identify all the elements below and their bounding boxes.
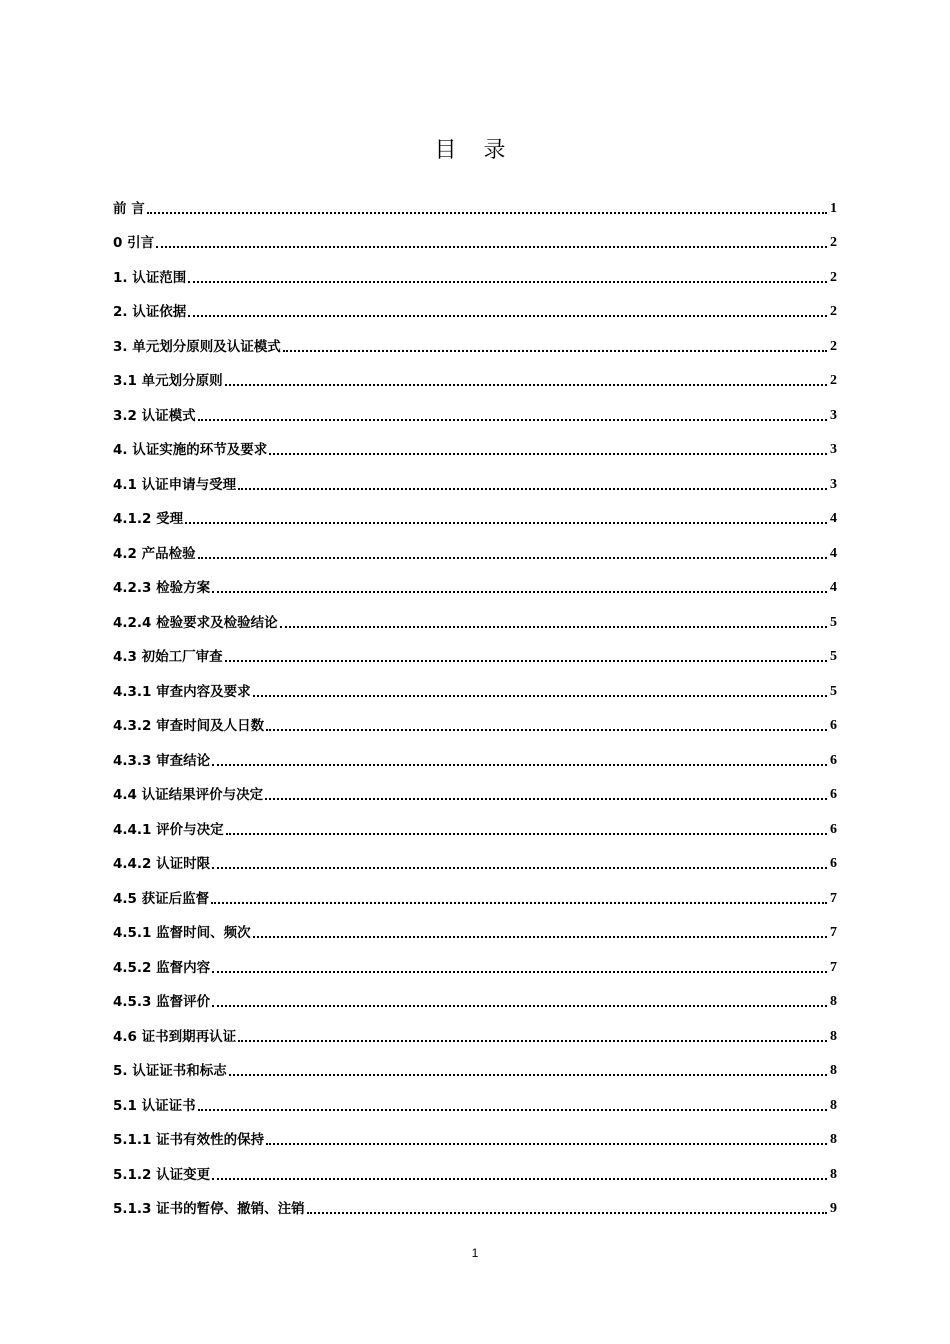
toc-entry-label: 5.1.3 证书的暂停、撤销、注销 bbox=[113, 1201, 305, 1217]
toc-dot-leader bbox=[198, 557, 827, 559]
toc-dot-leader bbox=[226, 833, 827, 835]
toc-entry[interactable] bbox=[113, 807, 837, 842]
toc-entry[interactable] bbox=[113, 566, 837, 601]
toc-entry-page: 8 bbox=[830, 1063, 837, 1078]
toc-entry[interactable] bbox=[113, 186, 837, 221]
toc-entry-label: 4.3.2 审查时间及人日数 bbox=[113, 718, 265, 734]
toc-entry-label: 4.2 产品检验 bbox=[113, 545, 196, 562]
toc-entry-page: 2 bbox=[830, 235, 837, 250]
toc-entry[interactable] bbox=[113, 255, 837, 290]
toc-entry-label: 4.4.1 评价与决定 bbox=[113, 821, 224, 838]
toc-dot-leader bbox=[212, 971, 827, 973]
toc-entry[interactable] bbox=[113, 773, 837, 808]
toc-dot-leader bbox=[280, 626, 827, 628]
toc-dot-leader bbox=[229, 1074, 827, 1076]
toc-entry[interactable] bbox=[113, 1083, 837, 1118]
toc-dot-leader bbox=[147, 212, 827, 214]
toc-entry-page: 2 bbox=[830, 304, 837, 319]
toc-entry-page: 7 bbox=[830, 925, 837, 940]
toc-dot-leader bbox=[238, 488, 827, 490]
toc-entry[interactable] bbox=[113, 704, 837, 739]
toc-entry[interactable] bbox=[113, 980, 837, 1015]
toc-dot-leader bbox=[188, 315, 827, 317]
toc-entry-label: 4.3.1 审查内容及要求 bbox=[113, 683, 251, 700]
toc-entry[interactable] bbox=[113, 1049, 837, 1084]
toc-entry-page: 6 bbox=[830, 821, 837, 837]
toc-entry[interactable] bbox=[113, 1187, 837, 1222]
toc-dot-leader bbox=[185, 522, 827, 524]
toc-entry-page: 5 bbox=[830, 614, 837, 630]
toc-entry[interactable] bbox=[113, 462, 837, 497]
toc-entry-page: 8 bbox=[830, 1132, 837, 1147]
toc-entry[interactable] bbox=[113, 876, 837, 911]
toc-entry-page: 8 bbox=[830, 994, 837, 1009]
toc-entry-label: 4.1.2 受理 bbox=[113, 511, 184, 527]
toc-entry-page: 5 bbox=[830, 649, 837, 664]
toc-entry[interactable] bbox=[113, 393, 837, 428]
toc-dot-leader bbox=[212, 764, 827, 766]
toc-entry-page: 4 bbox=[830, 511, 837, 526]
toc-dot-leader bbox=[212, 1178, 827, 1180]
toc-dot-leader bbox=[198, 419, 827, 421]
toc-dot-leader bbox=[266, 729, 827, 731]
toc-entry[interactable] bbox=[113, 635, 837, 670]
toc-dot-leader bbox=[283, 350, 827, 352]
toc-entry-label: 4. 认证实施的环节及要求 bbox=[113, 442, 268, 458]
toc-entry[interactable] bbox=[113, 221, 837, 256]
toc-entry-label: 5.1.1 证书有效性的保持 bbox=[113, 1132, 265, 1148]
toc-entry-label: 0 引言 bbox=[113, 235, 155, 251]
toc-dot-leader bbox=[238, 1040, 827, 1042]
toc-entry-label: 4.1 认证申请与受理 bbox=[113, 476, 237, 493]
toc-entry-label: 5. 认证证书和标志 bbox=[113, 1063, 227, 1079]
toc-entry-page: 2 bbox=[830, 269, 837, 285]
toc-entry-label: 5.1 认证证书 bbox=[113, 1097, 196, 1114]
toc-entry-label: 4.6 证书到期再认证 bbox=[113, 1028, 237, 1045]
toc-entry-page: 4 bbox=[830, 580, 837, 595]
toc-entry-label: 4.4 认证结果评价与决定 bbox=[113, 787, 264, 803]
toc-dot-leader bbox=[212, 1005, 827, 1007]
toc-dot-leader bbox=[266, 1143, 827, 1145]
toc-entry-page: 6 bbox=[830, 856, 837, 871]
toc-title: 目 录 bbox=[434, 138, 516, 163]
toc-entry[interactable] bbox=[113, 531, 837, 566]
toc-entry-label: 4.5.3 监督评价 bbox=[113, 994, 211, 1010]
toc-entry-page: 2 bbox=[830, 373, 837, 388]
toc-dot-leader bbox=[269, 453, 827, 455]
toc-entry-page: 1 bbox=[830, 200, 837, 216]
toc-entry-label: 3.2 认证模式 bbox=[113, 407, 196, 424]
toc-entry-page: 3 bbox=[830, 442, 837, 457]
toc-entry-page: 3 bbox=[830, 407, 837, 423]
toc-entry[interactable] bbox=[113, 497, 837, 532]
toc-entry-label: 4.2.4 检验要求及检验结论 bbox=[113, 614, 278, 631]
toc-dot-leader bbox=[253, 695, 827, 697]
toc-entry-label: 4.3.3 审查结论 bbox=[113, 752, 211, 769]
toc-entry[interactable] bbox=[113, 911, 837, 946]
toc-dot-leader bbox=[253, 936, 827, 938]
toc-entry-page: 2 bbox=[830, 338, 837, 354]
toc-entry-page: 8 bbox=[830, 1166, 837, 1182]
toc-dot-leader bbox=[188, 281, 827, 283]
toc-entry-label: 前 言 bbox=[113, 200, 145, 217]
toc-entry[interactable] bbox=[113, 945, 837, 980]
toc-entry-page: 6 bbox=[830, 787, 837, 802]
toc-entry-page: 8 bbox=[830, 1028, 837, 1044]
toc-entry-page: 8 bbox=[830, 1097, 837, 1113]
toc-entry[interactable] bbox=[113, 1014, 837, 1049]
toc-entry-page: 5 bbox=[830, 683, 837, 699]
toc-entry[interactable] bbox=[113, 842, 837, 877]
toc-dot-leader bbox=[212, 591, 827, 593]
page-number: 1 bbox=[471, 1246, 479, 1260]
toc-entry-label: 4.5.2 监督内容 bbox=[113, 959, 211, 976]
toc-entry[interactable] bbox=[113, 1118, 837, 1153]
toc-entry-label: 3.1 单元划分原则 bbox=[113, 373, 223, 389]
toc-entry[interactable] bbox=[113, 600, 837, 635]
toc-entry-page: 6 bbox=[830, 752, 837, 768]
toc-entry-label: 4.2.3 检验方案 bbox=[113, 580, 211, 596]
toc-entry[interactable] bbox=[113, 324, 837, 359]
toc-entry-page: 7 bbox=[830, 890, 837, 906]
toc-entry[interactable] bbox=[113, 359, 837, 394]
toc-entry-page: 7 bbox=[830, 959, 837, 975]
toc-entry-page: 9 bbox=[830, 1201, 837, 1216]
toc-entry-label: 5.1.2 认证变更 bbox=[113, 1166, 211, 1183]
table-of-contents bbox=[113, 186, 837, 1221]
toc-dot-leader bbox=[211, 902, 827, 904]
toc-dot-leader bbox=[225, 384, 827, 386]
toc-entry-label: 4.4.2 认证时限 bbox=[113, 856, 211, 872]
toc-entry[interactable] bbox=[113, 738, 837, 773]
toc-dot-leader bbox=[156, 246, 827, 248]
toc-entry[interactable] bbox=[113, 1152, 837, 1187]
toc-entry[interactable] bbox=[113, 428, 837, 463]
toc-entry-label: 2. 认证依据 bbox=[113, 304, 187, 320]
toc-entry-label: 4.3 初始工厂审查 bbox=[113, 649, 223, 665]
toc-dot-leader bbox=[212, 867, 827, 869]
toc-entry-page: 4 bbox=[830, 545, 837, 561]
toc-entry-page: 6 bbox=[830, 718, 837, 733]
toc-entry-label: 4.5.1 监督时间、频次 bbox=[113, 925, 251, 941]
toc-entry[interactable] bbox=[113, 669, 837, 704]
toc-entry-label: 1. 认证范围 bbox=[113, 269, 187, 286]
toc-entry[interactable] bbox=[113, 290, 837, 325]
toc-dot-leader bbox=[265, 798, 827, 800]
toc-dot-leader bbox=[198, 1109, 827, 1111]
toc-entry-page: 3 bbox=[830, 476, 837, 492]
toc-dot-leader bbox=[307, 1212, 827, 1214]
toc-entry-label: 4.5 获证后监督 bbox=[113, 890, 210, 907]
toc-dot-leader bbox=[225, 660, 827, 662]
toc-entry-label: 3. 单元划分原则及认证模式 bbox=[113, 338, 281, 355]
